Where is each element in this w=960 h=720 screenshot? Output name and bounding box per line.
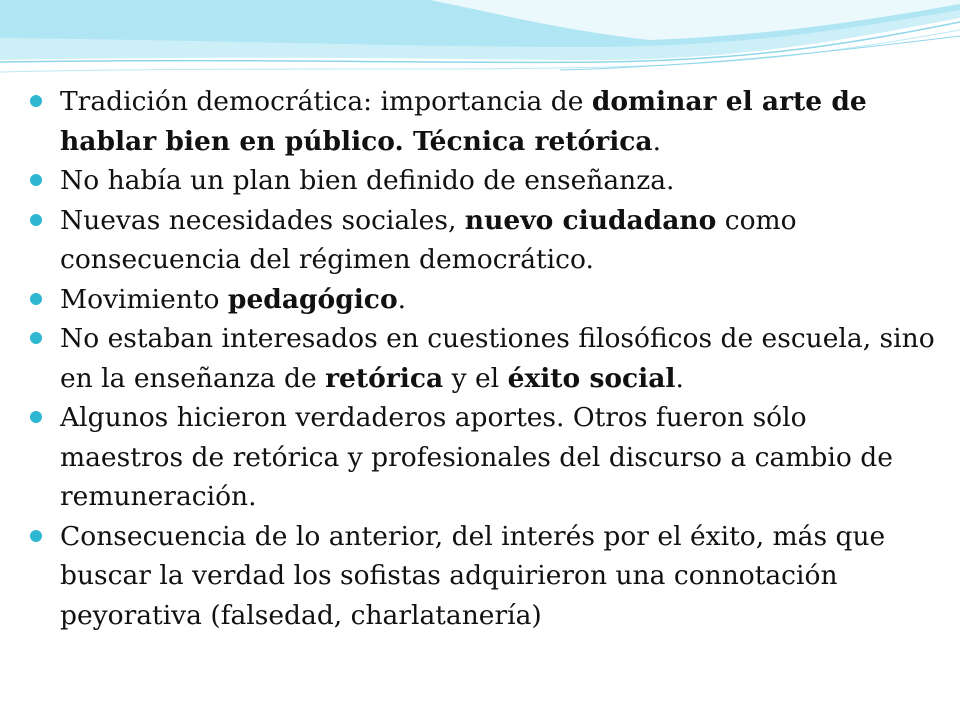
bullet-icon bbox=[30, 293, 42, 305]
bullet-icon bbox=[30, 332, 42, 344]
bullet-icon bbox=[30, 214, 42, 226]
list-item: Tradición democrática: importancia de dominar el arte de hablar bien en público. Técnica retórica. bbox=[30, 82, 935, 161]
list-item: Movimiento pedagógico. bbox=[30, 280, 935, 320]
list-item: Consecuencia de lo anterior, del interés por el éxito, más que buscar la verdad los sofistas adquirieron una connotación peyorativa (falsedad, charlatanería) bbox=[30, 517, 935, 636]
list-item: No había un plan bien definido de enseñanza. bbox=[30, 161, 935, 201]
list-item: Algunos hicieron verdaderos aportes. Otros fueron sólo maestros de retórica y profesionales del discurso a cambio de remuneración. bbox=[30, 398, 935, 517]
bullet-list bbox=[30, 82, 935, 635]
list-item: No estaban interesados en cuestiones filosóficos de escuela, sino en la enseñanza de retórica y el éxito social. bbox=[30, 319, 935, 398]
bullet-icon bbox=[30, 411, 42, 423]
bullet-icon bbox=[30, 174, 42, 186]
bullet-icon bbox=[30, 530, 42, 542]
list-item: Nuevas necesidades sociales, nuevo ciudadano como consecuencia del régimen democrático. bbox=[30, 201, 935, 280]
bullet-icon bbox=[30, 95, 42, 107]
